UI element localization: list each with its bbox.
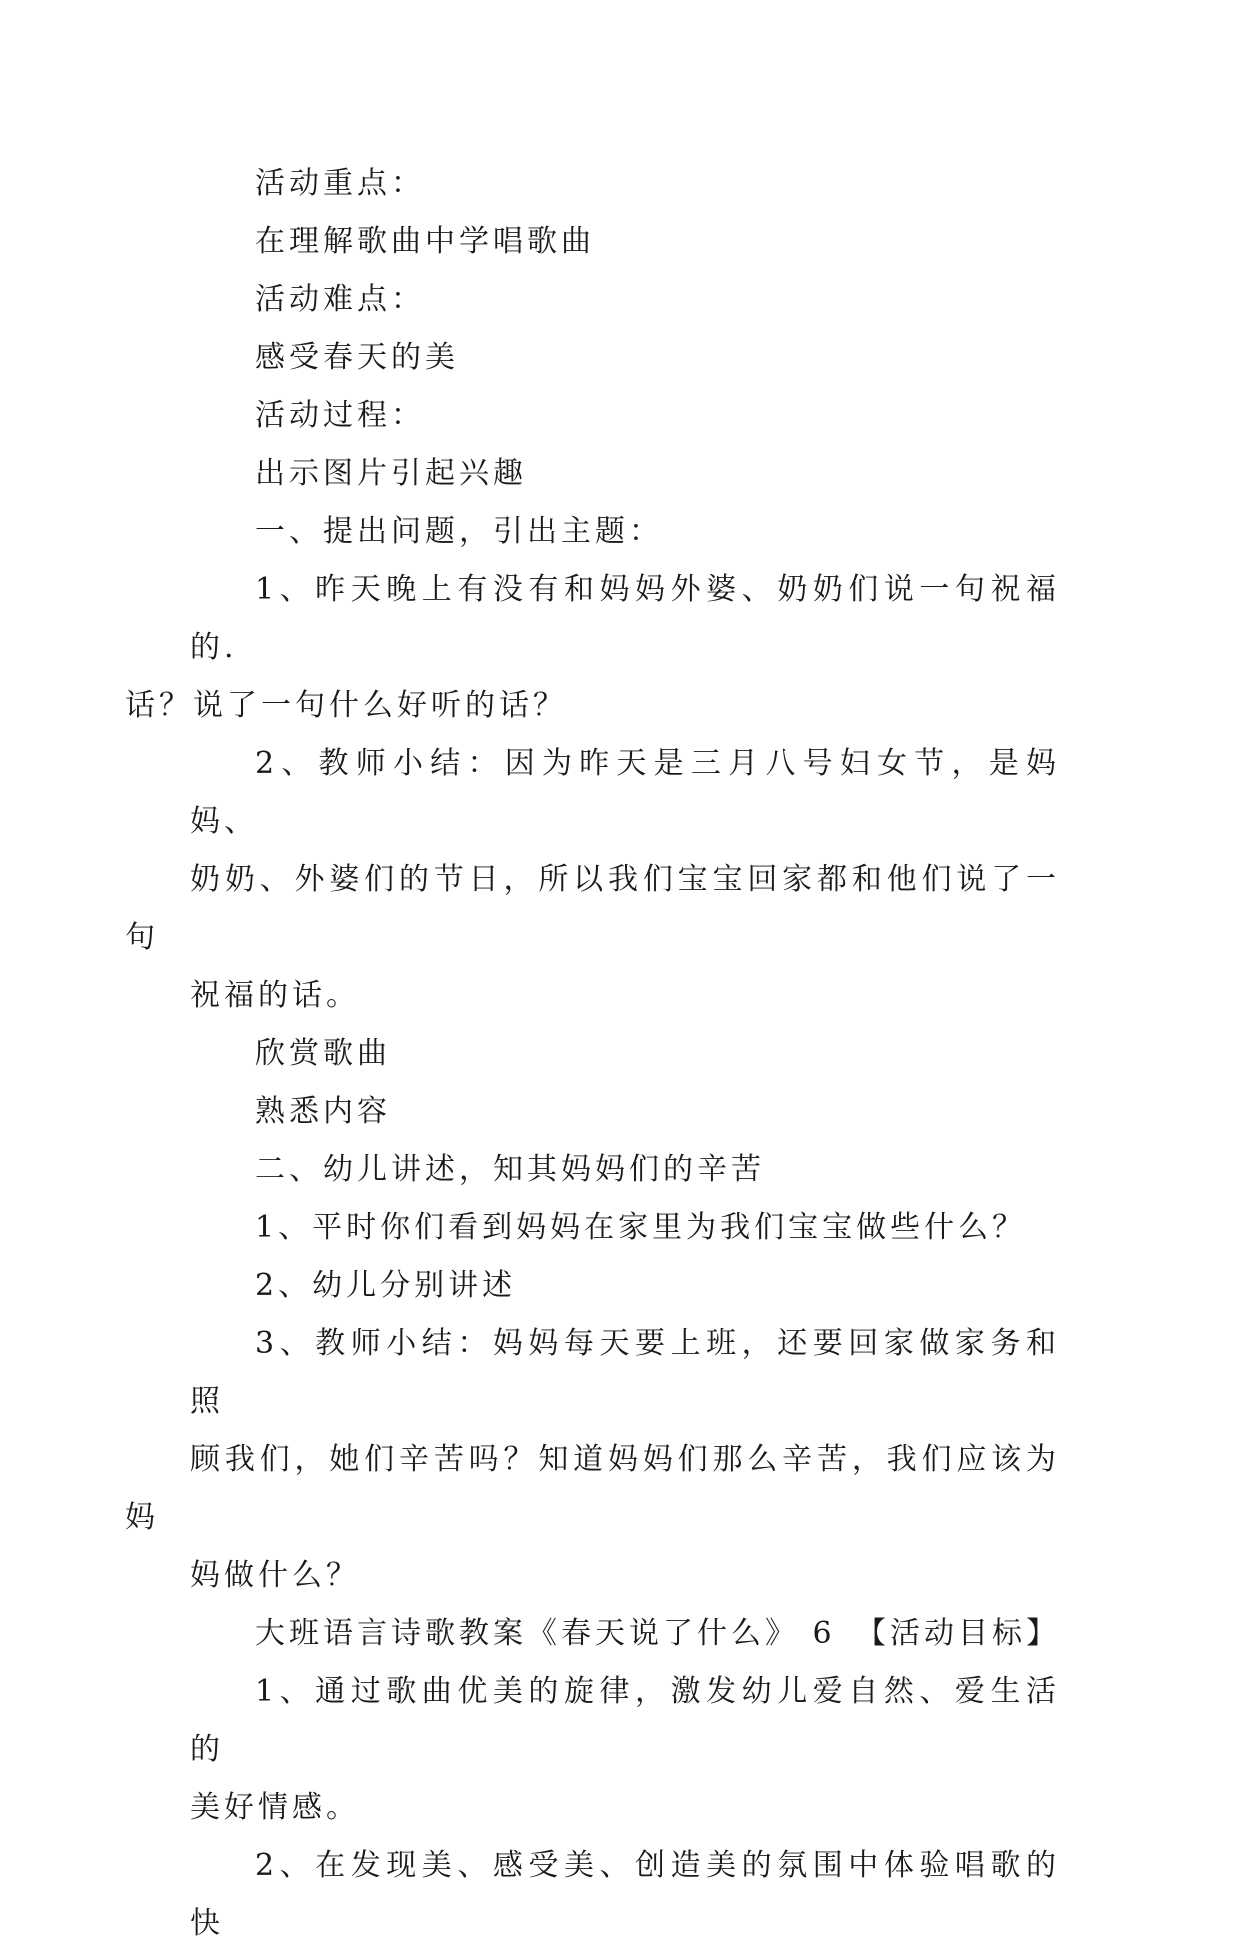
paragraph: 在理解歌曲中学唱歌曲 [255,224,595,259]
paragraph [190,1837,1060,1953]
document-body [125,155,1060,1953]
paragraph-line: 祝福的话。 [190,978,360,1013]
paragraph-line: 1、昨天晚上有没有和妈妈外婆、奶奶们说一句祝福的. [190,572,1060,665]
paragraph-line: 顾我们，她们辛苦吗？知道妈妈们那么辛苦，我们应该为妈 [125,1442,1060,1535]
paragraph: 2、幼儿分别讲述 [255,1268,517,1303]
paragraph-line: 2、在发现美、感受美、创造美的氛围中体验唱歌的快 [190,1848,1060,1941]
paragraph-line: 美好情感。 [190,1790,360,1825]
paragraph-line: 3、教师小结：妈妈每天要上班，还要回家做家务和照 [190,1326,1060,1419]
paragraph: 二、幼儿讲述，知其妈妈们的辛苦 [255,1152,765,1187]
paragraph: 一、提出问题，引出主题： [255,514,663,549]
paragraph: 活动重点： [255,166,425,201]
lesson-title: 大班语言诗歌教案《春天说了什么》 6 [255,1616,836,1651]
paragraph: 1、平时你们看到妈妈在家里为我们宝宝做些什么？ [255,1210,1027,1245]
paragraph: 感受春天的美 [255,340,459,375]
paragraph: 活动难点： [255,282,425,317]
paragraph [125,1315,1060,1605]
paragraph-line: 1、通过歌曲优美的旋律，激发幼儿爱自然、爱生活的 [190,1674,1060,1767]
paragraph: 熟悉内容 [255,1094,391,1129]
paragraph: 欣赏歌曲 [255,1036,391,1071]
section-label: 【活动目标】 [856,1616,1060,1651]
section-heading-row [190,1605,1060,1663]
paragraph [125,561,1060,735]
paragraph [125,735,1060,1025]
paragraph [190,1663,1060,1837]
paragraph: 出示图片引起兴趣 [255,456,527,491]
paragraph-line: 奶奶、外婆们的节日，所以我们宝宝回家都和他们说了一句 [125,862,1060,955]
paragraph-line: 2、教师小结：因为昨天是三月八号妇女节，是妈妈、 [190,746,1060,839]
paragraph: 活动过程： [255,398,425,433]
paragraph-line: 话？说了一句什么好听的话？ [125,688,567,723]
paragraph-line: 妈做什么？ [190,1558,360,1593]
